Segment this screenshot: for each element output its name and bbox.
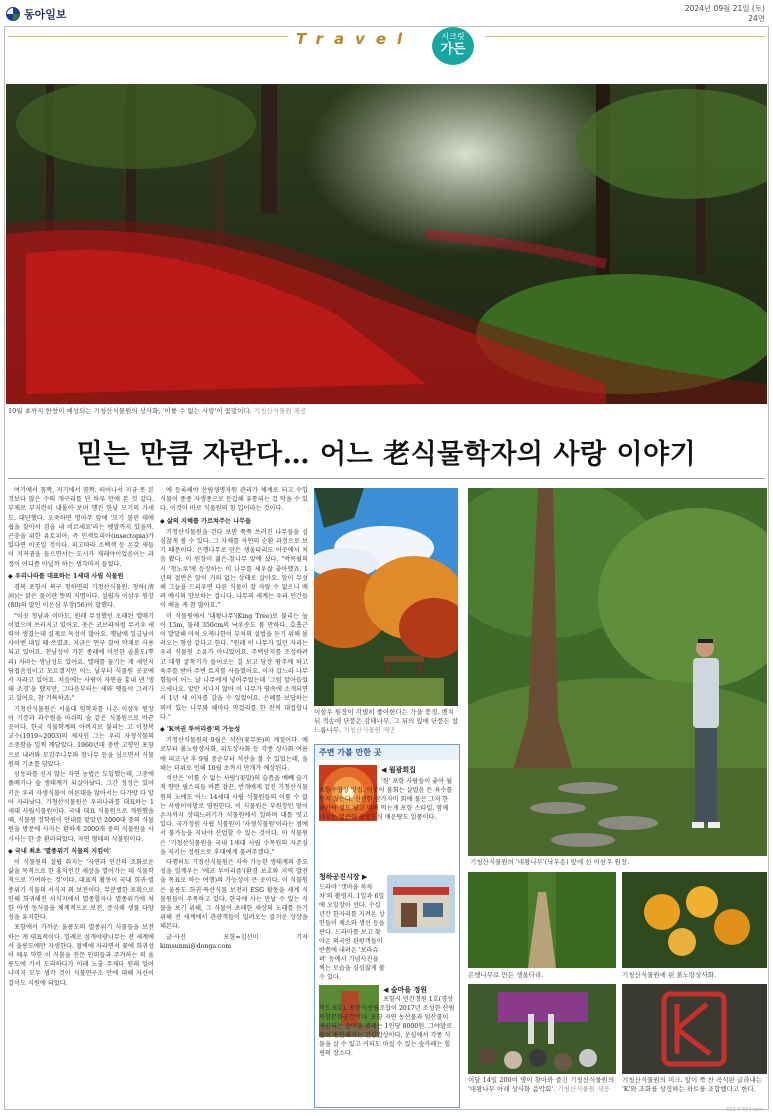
badge-top: 시크릿 — [441, 32, 465, 41]
autumn-caption-credit: 기청산식물원 제공 — [343, 726, 396, 734]
badge-bottom: 가든 — [440, 42, 466, 57]
hedge-caption: 은행나무로 만든 생울타리. — [468, 971, 544, 979]
article-paragraph: 이 식물원의 설립 취지는 '자연과 인간의 조화로운 삶을 목적으로 한 홍익인간 세상을 열어가는 데 식물학적으로 기여하는 것'이다. 대표적 활동이 국내 희귀·멸종위기 식물의 서식지 외 보전이다. 무분별한 포획으로 인해 희귀해진 서식지에서 멸종할자나 멸종위기에 처한 야생 동식물을 체계적으로 보전, 증식해 생물 다양성을 유지한다. — [8, 858, 154, 922]
article-paragraph: 포항에서 가까운 울릉도의 멸종위기 식물들을 보전하는 게 대표적이다. 일례로 섬개야광나무는 전 세계에서 울릉도에만 자생한다. 절벽에 자라면서 꽃에 희귀성이 매우 약한 이 식물을 전문 인력들과 주거하는 의 울릉도에 가서 도리하다가 이래 노출 주제다 원래 일어 나머지 모두 생각 것이 식물연구소 안에 대해 자신이 걸이도 지원에 되었다. — [8, 924, 154, 987]
autumn-caption-text: 이삼우 원장이 각별히 좋아한다는 가을 풍경. 벤치 뒤 적송에 단풍은 감태나무, 그 뒤의 잎에 단풍든 참느릅나무. — [314, 708, 459, 734]
article-paragraph: 여기에서 꼼짝, 저기에서 꼼짝. 떠어나서 지금 못 본 것보다 많은 수의 개구리를 단 하루 만에 본 것 같다. 부채로 부지런히 내몰아 보며 행진 한낮 모기의 가세도. 대단했다. 오죽하면 명아주 앞에 '모기 물린 데에 쉽을 찾아서 검을 내 비르세요'라는 팻말까지 있을까. 곤충을 위한 유토피아, 즉 인섹토피아(insectopia)가 있다면 이곳일 것이다. 피고따라 소백색 등 온갖 새들이 지저귐을 들으면서는 도시가 재래야이었음이는 과정이 어디쯤 아닐까 하는 생각마저 들었다. — [8, 487, 154, 568]
article-paragraph: 기청산식물원은 서울대 임학과를 나온 이삼우 원장이 기증과 과수원을 아쉬의 숲 같은 식물원으로 바꾼 곳이다. 한국 식물학계의 아버지로 불리는 고 이창복 교수(1919~2003)의 제자인 그는 우리 자생식물의 소중함을 일찍 깨달았다. 1960년대 중반 고향인 포항으로 내려와 모감주나무와 참나무 등을 심으면서 식물원의 기초를 닦았다. — [8, 705, 154, 768]
concert-caption — [468, 1076, 618, 1094]
top-caption-credit: 기청산식물원 제공 — [253, 407, 307, 415]
forest-lily-illustration — [6, 84, 767, 404]
article-subhead: ◆ 우리나라를 대표하는 1세대 사립 식물원 — [8, 572, 124, 580]
place-2-text: 드라마 '갯마을 차차차'의 촬영지. 1일과 6일에 오일장이 선다. 수십 년간 한자리를 지켜온 상인들이 채소와 생선 등을 판다. 드라마를 보고 찾아온 외국인 관광객들이 반쯤에 내려온 '보라슈퍼' 등에서 기념사진을 찍는 모습을 심심찮게 볼 수 있다. — [319, 884, 385, 981]
photo-king-tree — [468, 488, 767, 856]
garden-mark-illustration — [622, 984, 767, 1074]
article-paragraph: 기청산식물원의 9월은 석산(꽃무릇)의 계절이다. 예로부터 붉노랑상사화, 위도상사화 등 각종 상사화 여름에 피고 난 후 9월 중순부터 석산을 볼 수 있었는데, 올해는 더위로 인해 10월 초까지 만개가 예상된다. — [160, 737, 308, 772]
article-paragraph: 석산은 '이룰 수 없는 사랑'(꽃말)의 슬픔을 예빼 슬기적 향만 필스피들 바쁜 잠끈, 반개에게 겉진 기청산식물원의 노에도 어느 14세대 사립 식물원들의 이룰 수 없는 사랑이야말로 염원한다. 이 식물원은 부원장인 딸이 손자까지 상대느러기가 식물원에서 일하며 대를 잇고 있다. 국가정원 사립 식물원이 '자생식물원'이라는 점에서 불가능을 지녀야 산업할 수 있는 것이다. 이 식물원은 '기청산식물원을 국내 1세대 사립 수목원의 자존심을 지키는 정원으로 후대에게 물려주겠다." — [160, 775, 308, 856]
photo-garden-mark — [622, 984, 767, 1074]
garden-mark-caption: 기청산식물원의 미크. 앞이 쭉 찬 곡식판 글라내는 'K'와 조화를 상징하는 하트를 조합했다고 한다. — [622, 1076, 763, 1093]
top-caption-text: 10월 초까지 한창이 예상되는 기청산식물원의 상사화, '이룰 수 없는 사랑'이 꽃말이다. — [8, 407, 252, 415]
concert-illustration — [468, 984, 616, 1074]
photo-market-shop — [387, 875, 455, 933]
article-column-2 — [160, 486, 308, 1106]
article-paragraph: 다행히도 기청산식물원은 자속 가능한 생태계의 중요성을 일깨우는 '에코 투어리즘'(환경 보호와 지역 발전을 목표로 하는 여행)의 가능성이 큰 곳이다. 이 식물원은 울릉도 희귀·특산식물 보전과 ESG 활동을 세계 식물원들이 주목하고 있다. 한국에 사는 만날 수 있는 식물을 보기 위해, 그 식물이 초래한 세상의 노래를 듣기 위해 전 세계에서 관광객들이 밀려오는 즐거운 상상을 해본다. — [160, 858, 308, 931]
page-size-footer: 310 X 504 mm — [725, 1107, 763, 1113]
place-1-text: '원' 포항 사람들이 좋아 월포항수협장 맛집. 이곳이 물회는 살얼음 든 육수를 붓지 않는다. 신선한 참가자미 회에 물은 그저 한 숟가락 정도 넣고 비벼 먹는게 포항 스타일. 함께 나오는 얼큰한 광성도식 매운탕도 일품이다. — [319, 778, 453, 821]
king-tree-caption: 기청산식물원의 '대왕나무'(낙우송) 앞에 선 이삼우 원장. — [470, 858, 630, 866]
section-title: Travel — [296, 30, 414, 48]
shop-illustration — [387, 875, 455, 933]
yellow-lily-caption: 기청산식물원에 핀 붉노랑상사화. — [622, 971, 717, 979]
article-paragraph: 글·사진 포항=김선미 기자 kimsunmi@donga.com — [160, 933, 308, 950]
article-paragraph: 경북 포항시 북구 청하면의 기청산식물원. 청하(淸河)는 맑은 물이란 뜻의 지명이다. 설립자 이삼우 원장(80)의 말인 이은심 부장(56)이 말했다. — [8, 584, 154, 610]
top-photo-spider-lilies — [6, 84, 767, 404]
newspaper-logo — [6, 6, 67, 22]
article-paragraph: "이곳 청남과 이마도, 원래 무성했던 오래된 앨매기 이었으며 쓰러지고 있어요. 웃은 코브라처럼 무서우 세력이 생겼는데 실제로 독성이 많아요. 옛날에 일급님이 사이엔 내일 때 쓰였죠. 지금은 연구 결여 약재로 사용되고 있어요. 천남성이 기본 종래에 미인한 골룸도(뿌리) 자라는 생남성도 있어요. 엘매를 둘기는 게 세인지 담접음성이고 모르겠지만 어느 날부터 식물원 곳곳에서 자라고 있어요. 처음에는 사람이 자연을 흉내 낸 '생태 조경'을 했지만, 그다음부터는 새와 옛들이 그려가고 있어요, 참 기특하죠." — [8, 612, 154, 703]
hedge-illustration — [468, 872, 616, 968]
king-tree-illustration — [468, 488, 767, 856]
page-number: 24면 — [748, 14, 765, 23]
place-3-text: 포항시 민간정원 1호(경상북도 6호). 포항시산림조합이 2017년 조성한 산림 복합문화공간이다. 포항 자연 농산물과 임산물이 제공되는 숲마을 뷔페는 1인당 8000원. 그야말로 숲이 편안해지는 건강밥상이다. 운실에서 각종 식물을 살 수 있고 커피도 마실 수 있는 숲카페는 힐링의 장소다. — [319, 996, 455, 1057]
concert-caption-text: 이달 14일 200여 명이 찾아와 즐긴 기청산식물원의 '대왕나무 아래 상사화 음악회'. — [468, 1076, 615, 1093]
article-subhead: ◆ 'K여권 투어리즘'의 가능성 — [160, 726, 241, 734]
photo-ginkgo-hedge — [468, 872, 616, 968]
yellow-lily-illustration — [622, 872, 767, 968]
article-paragraph: 삼동파를 선지 않는 자연 농법은 도입했는데, 그중에 풀베기나 숲 생태계가 되살아났다. 그간 정성은 있어 키운 우리 자생식물이 어른대을 않아서는 다가방 다 알아 자라났다. 기청산식물원은 우리나라를 대표하는 1세대 사립식물원이다. 국내 대표 식물원으로 개원했을 때, 식물원 장학원이 안내를 맡았던 2000대 중의 식물원을 방문에 사지는 환하게 2000개 중의 식물원을 사시사는 한 중 환라되었다. 자연 형태의 식물원이다. — [8, 771, 154, 843]
nearby-places-box — [314, 744, 460, 1108]
section-rule-left — [8, 36, 288, 37]
article-paragraph: 에 등록해야 산림생명자원 관리가 체계로 되고 수입식물이 종종 자생종으로 둔갑해 유통되는 걸 막을 수 있다. 이것이 바로 식물원의 힘 입어라는 것이다. — [160, 487, 308, 513]
article-column-1 — [8, 486, 154, 1106]
place-2-name: 청하공진시장 ▶ — [319, 872, 368, 881]
autumn-illustration — [314, 488, 458, 706]
date-text: 2024년 09월 21일 (토) — [684, 4, 765, 13]
photo-yellow-lily — [622, 872, 767, 968]
nearby-places-title: 주변 가볼 만한 곳 — [315, 745, 459, 760]
place-1 — [381, 765, 455, 774]
logo-text: 동아일보 — [24, 8, 67, 21]
place-1-name: ◀ 월광회집 — [381, 765, 416, 774]
photo-concert — [468, 984, 616, 1074]
photo-autumn-bench — [314, 488, 458, 706]
article-subhead: ◆ 삶의 지혜를 가르쳐주는 나무들 — [160, 517, 252, 525]
top-photo-caption — [8, 407, 306, 416]
headline-rule — [8, 478, 765, 479]
photo-autumn-caption — [314, 708, 460, 735]
article-paragraph: 이 식물원에서 '대왕나무'(King Tree)로 불리는 높이 15m, 둘레 350cm의 낙우송도 볼 만하다. 호흡근이 발달해 마치 오케나한이 부처의 설법을 듣기 위해 몰려오는 형상 같다고 한다. "원래 이 나무가 있던 자리는 우리 식물원 소유가 아니었어요. 주택단지를 조성하려고 대형 굴착기가 들어오는 걸 보고 당장 땅주께 하고 육주를 받아 주변 토지를 사들였어요. 이자 갑느라 나무 힘들어 어느 날 나무에게 넣어주었는데 '그럼 앞아들었으세나요. 앞만 지나지 않아 이 나무가 땅속에 소개되면서 1년 새 이자를 갚을 수 있었어요. 은혜를 보답하는 의미 있는 나무와 해마다 막걸리를 한 잔씩 대접합니다." — [160, 612, 308, 721]
concert-caption-credit: 기청산식물원 제공 — [557, 1085, 610, 1093]
section-rule-right — [485, 36, 765, 37]
headline: 믿는 만큼 자란다… 어느 老식물학자의 사랑 이야기 — [76, 439, 697, 470]
place-2-name-wrap — [319, 872, 385, 881]
place-3-name-wrap — [383, 985, 455, 994]
article-paragraph: 기청산식물원을 걷다 보면 쭉쭉 쓰러진 나무들을 심심찮게 볼 수 있다. 그 자체를 자연의 순환 과정으로 보기 때문이다. 은행나무로 만든 생울타리도 이곳에서 처음 봤다. 이 원장이 젊은-참나무 앞에 섰다. "박목월의 시 '청노루'에 등장하는 이 나무를 세우잖 좋아했죠. 1년의 절반은 앞이 거의 없는 상태로 살아요. 앞이 무성해 그늘을 드리우면 다른 식물이 잘 자랄 수 없으니 배려 예시의 양보하는 겁니다. 나무의 세계는 우리 인간들이 배울 게 참 많아요." — [160, 528, 308, 610]
secret-garden-badge — [432, 27, 474, 65]
article-subhead: ◆ 국내 최초 '멸종위기 식물의 지킴이' — [8, 847, 111, 855]
logo-icon — [6, 7, 20, 21]
issue-date — [685, 4, 765, 24]
place-3-name: ◀ 숲마을 정원 — [383, 985, 428, 994]
